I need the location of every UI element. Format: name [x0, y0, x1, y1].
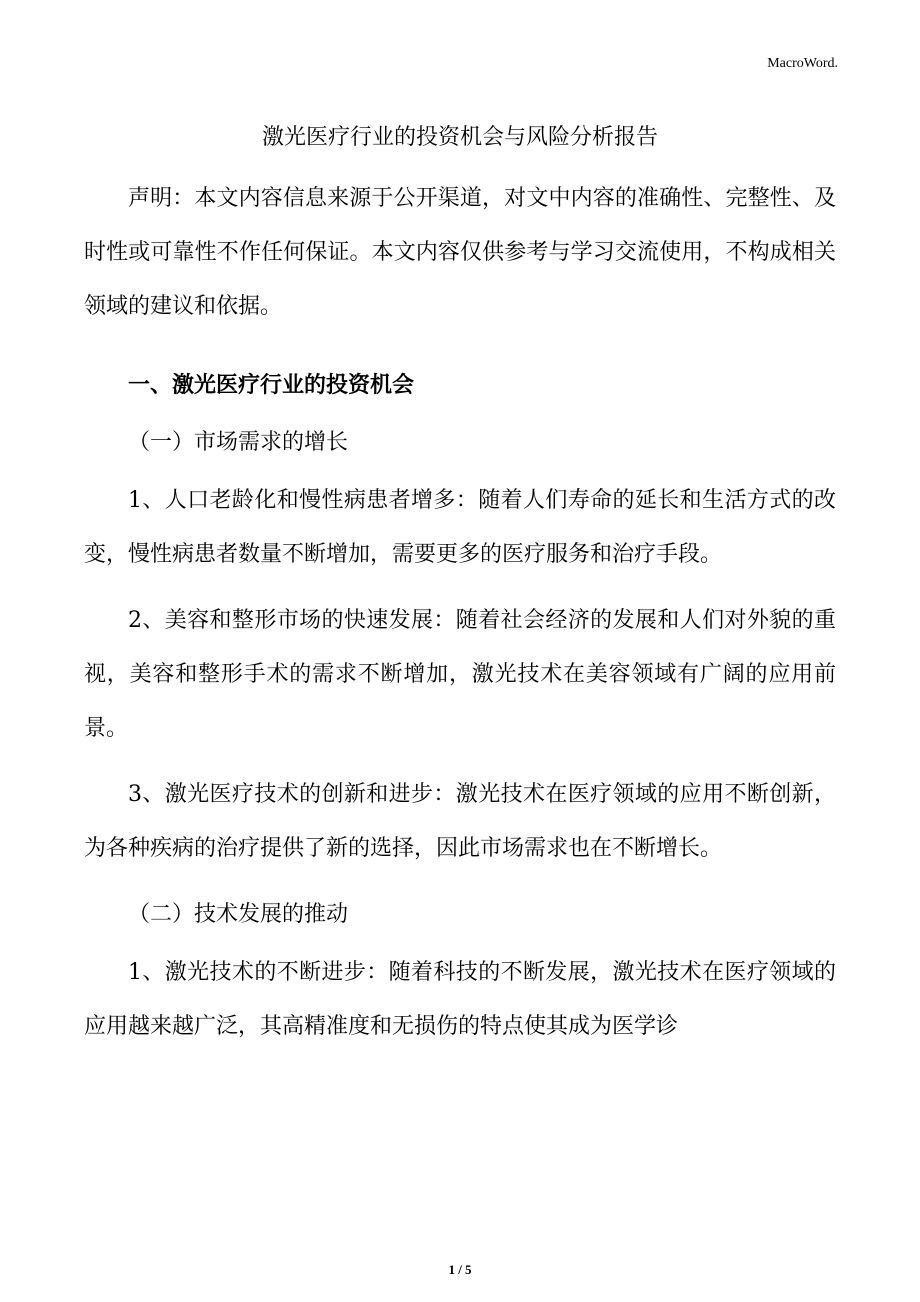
list-item: 3、激光医疗技术的创新和进步：激光技术在医疗领域的应用不断创新，为各种疾病的治疗提供了新的选择，因此市场需求也在不断增长。	[84, 782, 836, 861]
document-body	[84, 118, 836, 1066]
section-heading: 一、激光医疗行业的投资机会	[128, 372, 415, 398]
disclaimer-paragraph: 声明：本文内容信息来源于公开渠道，对文中内容的准确性、完整性、及时性或可靠性不作任何保证。本文内容仅供参考与学习交流使用，不构成相关领域的建议和依据。	[84, 186, 836, 319]
list-item: 1、激光技术的不断进步：随着科技的不断发展，激光技术在医疗领域的应用越来越广泛，其高精准度和无损伤的特点使其成为医学诊	[84, 960, 836, 1039]
document-title: 激光医疗行业的投资机会与风险分析报告	[261, 125, 658, 150]
list-item: 2、美容和整形市场的快速发展：随着社会经济的发展和人们对外貌的重视，美容和整形手术的需求不断增加，激光技术在美容领域有广阔的应用前景。	[84, 608, 836, 741]
header-brand: MacroWord.	[767, 56, 838, 71]
page-indicator: 1 / 5	[448, 1262, 472, 1277]
subsection-heading: （一）市场需求的增长	[128, 430, 349, 455]
list-item: 1、人口老龄化和慢性病患者增多：随着人们寿命的延长和生活方式的改变，慢性病患者数量不断增加，需要更多的医疗服务和治疗手段。	[84, 488, 836, 567]
subsection-heading: （二）技术发展的推动	[128, 902, 349, 927]
